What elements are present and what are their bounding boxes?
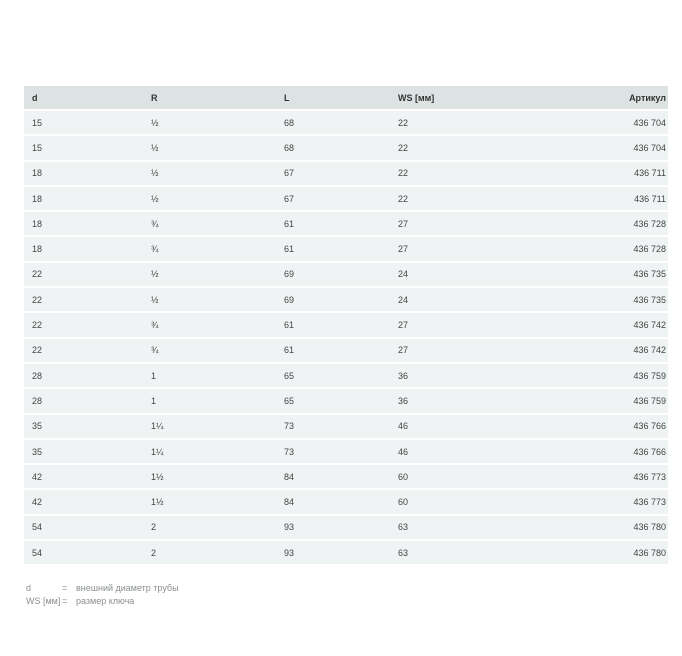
cell-r: 1¼ — [143, 439, 276, 464]
cell-r: ½ — [143, 287, 276, 312]
cell-article: 436 780 — [518, 515, 668, 540]
cell-r: 1½ — [143, 464, 276, 489]
cell-article: 436 735 — [518, 287, 668, 312]
cell-ws: 22 — [390, 161, 518, 186]
cell-d: 15 — [24, 110, 143, 135]
header-l: L — [276, 86, 390, 110]
cell-r: 2 — [143, 540, 276, 564]
table-row — [24, 211, 668, 236]
cell-d: 35 — [24, 414, 143, 439]
cell-article: 436 704 — [518, 135, 668, 160]
header-ws: WS [мм] — [390, 86, 518, 110]
legend-term: WS [мм] — [26, 596, 61, 606]
cell-r: ¾ — [143, 312, 276, 337]
cell-l: 61 — [276, 338, 390, 363]
legend-description: внешний диаметр трубы — [76, 583, 179, 593]
cell-l: 65 — [276, 388, 390, 413]
legend-description: размер ключа — [76, 596, 135, 606]
header-article: Артикул — [518, 86, 668, 110]
legend — [26, 582, 179, 608]
cell-ws: 22 — [390, 186, 518, 211]
cell-article: 436 728 — [518, 211, 668, 236]
cell-article: 436 742 — [518, 312, 668, 337]
cell-l: 93 — [276, 540, 390, 564]
header-d: d — [24, 86, 143, 110]
cell-article: 436 766 — [518, 439, 668, 464]
table-body — [24, 110, 668, 564]
cell-l: 84 — [276, 489, 390, 514]
cell-d: 18 — [24, 211, 143, 236]
cell-article: 436 711 — [518, 161, 668, 186]
cell-article: 436 711 — [518, 186, 668, 211]
cell-r: ¾ — [143, 338, 276, 363]
cell-ws: 24 — [390, 287, 518, 312]
cell-l: 61 — [276, 236, 390, 261]
cell-r: 1¼ — [143, 414, 276, 439]
cell-d: 28 — [24, 388, 143, 413]
table-row — [24, 464, 668, 489]
cell-l: 73 — [276, 414, 390, 439]
cell-d: 22 — [24, 338, 143, 363]
table-row — [24, 135, 668, 160]
cell-ws: 63 — [390, 540, 518, 564]
cell-ws: 27 — [390, 236, 518, 261]
cell-d: 15 — [24, 135, 143, 160]
cell-l: 67 — [276, 161, 390, 186]
cell-l: 69 — [276, 262, 390, 287]
cell-d: 22 — [24, 312, 143, 337]
cell-ws: 36 — [390, 388, 518, 413]
cell-r: ¾ — [143, 236, 276, 261]
cell-l: 61 — [276, 312, 390, 337]
cell-r: ½ — [143, 262, 276, 287]
cell-ws: 27 — [390, 338, 518, 363]
cell-article: 436 728 — [518, 236, 668, 261]
cell-d: 18 — [24, 161, 143, 186]
table-row — [24, 515, 668, 540]
cell-d: 54 — [24, 515, 143, 540]
table-row — [24, 312, 668, 337]
table-row — [24, 186, 668, 211]
cell-d: 22 — [24, 287, 143, 312]
cell-d: 18 — [24, 186, 143, 211]
legend-row — [26, 582, 179, 595]
cell-article: 436 773 — [518, 464, 668, 489]
table-row — [24, 540, 668, 564]
legend-equals: = — [62, 583, 68, 593]
cell-l: 69 — [276, 287, 390, 312]
spec-table — [24, 86, 668, 564]
cell-ws: 22 — [390, 110, 518, 135]
cell-l: 61 — [276, 211, 390, 236]
cell-r: ½ — [143, 186, 276, 211]
cell-ws: 36 — [390, 363, 518, 388]
cell-article: 436 780 — [518, 540, 668, 564]
table-row — [24, 110, 668, 135]
cell-article: 436 759 — [518, 388, 668, 413]
cell-l: 84 — [276, 464, 390, 489]
table-row — [24, 236, 668, 261]
legend-term: d — [26, 583, 32, 593]
cell-ws: 27 — [390, 312, 518, 337]
cell-article: 436 759 — [518, 363, 668, 388]
table-row — [24, 388, 668, 413]
header-r: R — [143, 86, 276, 110]
cell-d: 35 — [24, 439, 143, 464]
cell-ws: 46 — [390, 439, 518, 464]
table-row — [24, 363, 668, 388]
cell-r: 1 — [143, 388, 276, 413]
cell-l: 93 — [276, 515, 390, 540]
cell-ws: 63 — [390, 515, 518, 540]
cell-d: 28 — [24, 363, 143, 388]
cell-r: 1½ — [143, 489, 276, 514]
cell-d: 42 — [24, 464, 143, 489]
table-row — [24, 489, 668, 514]
cell-ws: 60 — [390, 464, 518, 489]
legend-equals: = — [62, 596, 68, 606]
cell-d: 18 — [24, 236, 143, 261]
cell-ws: 27 — [390, 211, 518, 236]
legend-row — [26, 595, 179, 608]
table-row — [24, 161, 668, 186]
table-row — [24, 338, 668, 363]
cell-r: ¾ — [143, 211, 276, 236]
cell-r: ½ — [143, 135, 276, 160]
cell-ws: 24 — [390, 262, 518, 287]
cell-article: 436 742 — [518, 338, 668, 363]
cell-l: 68 — [276, 110, 390, 135]
cell-article: 436 766 — [518, 414, 668, 439]
cell-l: 67 — [276, 186, 390, 211]
cell-article: 436 704 — [518, 110, 668, 135]
table-row — [24, 414, 668, 439]
cell-l: 73 — [276, 439, 390, 464]
cell-r: ½ — [143, 110, 276, 135]
cell-d: 42 — [24, 489, 143, 514]
cell-article: 436 773 — [518, 489, 668, 514]
cell-ws: 46 — [390, 414, 518, 439]
table-header-row — [24, 86, 668, 110]
cell-d: 22 — [24, 262, 143, 287]
cell-r: 2 — [143, 515, 276, 540]
cell-r: ½ — [143, 161, 276, 186]
cell-ws: 22 — [390, 135, 518, 160]
cell-r: 1 — [143, 363, 276, 388]
cell-l: 68 — [276, 135, 390, 160]
cell-ws: 60 — [390, 489, 518, 514]
table-row — [24, 262, 668, 287]
cell-d: 54 — [24, 540, 143, 564]
cell-l: 65 — [276, 363, 390, 388]
table-row — [24, 287, 668, 312]
cell-article: 436 735 — [518, 262, 668, 287]
table-row — [24, 439, 668, 464]
